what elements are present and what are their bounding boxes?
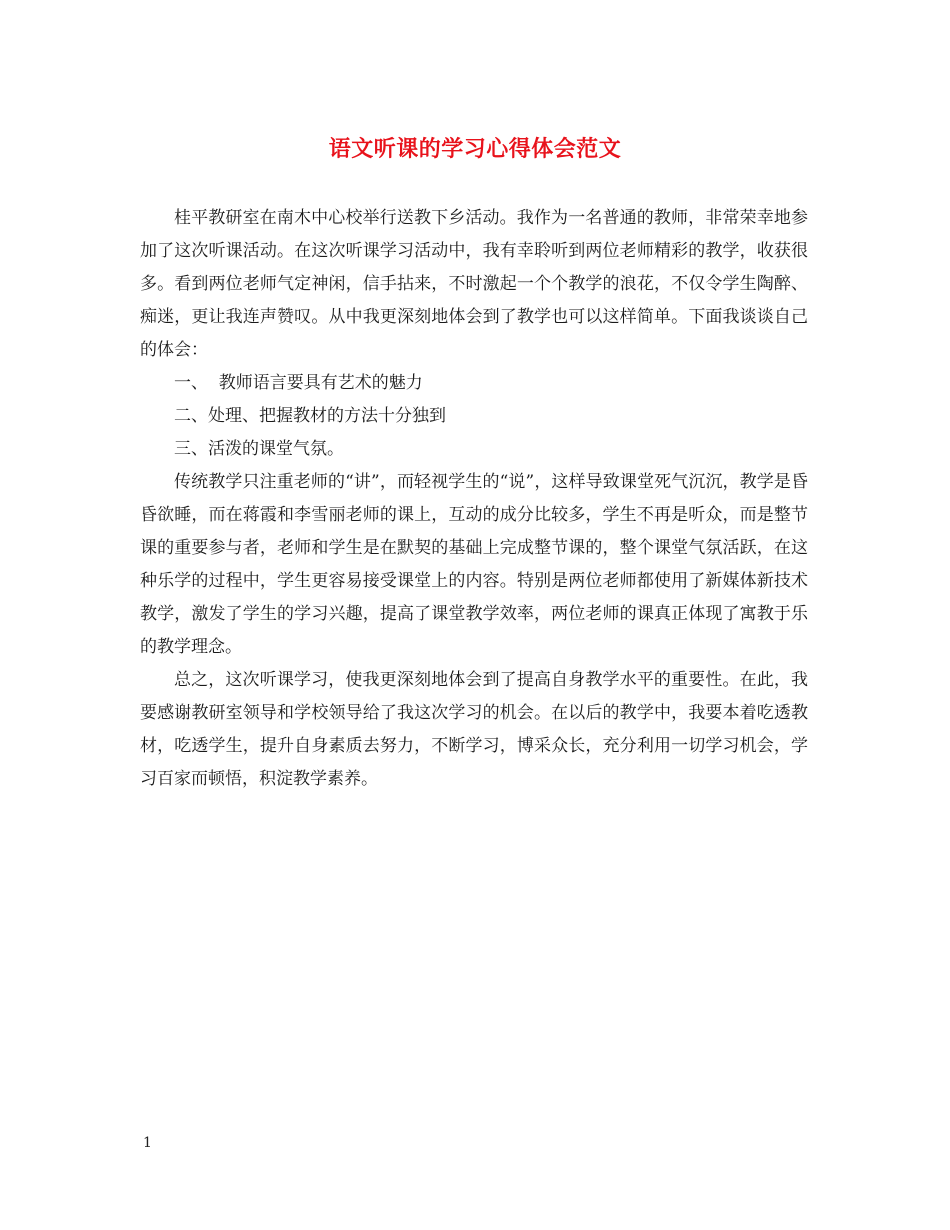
- conclusion-paragraph: 总之，这次听课学习，使我更深刻地体会到了提高自身教学水平的重要性。在此，我要感谢教研室领导和学校领导给了我这次学习的机会。在以后的教学中，我要本着吃透教材，吃透学生，提升自身素质去努力，不断学习，博采众长，充分利用一切学习机会，学习百家而顿悟，积淀教学素养。: [140, 670, 808, 789]
- intro-paragraph: 桂平教研室在南木中心校举行送教下乡活动。我作为一名普通的教师，非常荣幸地参加了这次听课活动。在这次听课学习活动中，我有幸聆听到两位老师精彩的教学，收获很多。看到两位老师气定神闲，信手拈来，不时激起一个个教学的浪花，不仅令学生陶醉、痴迷，更让我连声赞叹。从中我更深刻地体会到了教学也可以这样简单。下面我谈谈自己的体会：: [140, 208, 808, 360]
- document-body: [140, 202, 808, 796]
- page-number: 1: [143, 1135, 152, 1151]
- list-item-1: 一、 教师语言要具有艺术的魅力: [174, 373, 423, 393]
- list-item-3: 三、活泼的课堂气氛。: [174, 439, 344, 459]
- body-paragraph-traditional-teaching: 传统教学只注重老师的“讲”，而轻视学生的“说”，这样导致课堂死气沉沉，教学是昏昏欲睡，而在蒋霞和李雪丽老师的课上，互动的成分比较多，学生不再是听众，而是整节课的重要参与者，老师和学生是在默契的基础上完成整节课的，整个课堂气氛活跃，在这种乐学的过程中，学生更容易接受课堂上的内容。特别是两位老师都使用了新媒体新技术教学，激发了学生的学习兴趣，提高了课堂教学效率，两位老师的课真正体现了寓教于乐的教学理念。: [140, 472, 808, 657]
- list-item-2: 二、处理、把握教材的方法十分独到: [174, 406, 446, 426]
- document-title: 语文听课的学习心得体会范文: [328, 136, 622, 162]
